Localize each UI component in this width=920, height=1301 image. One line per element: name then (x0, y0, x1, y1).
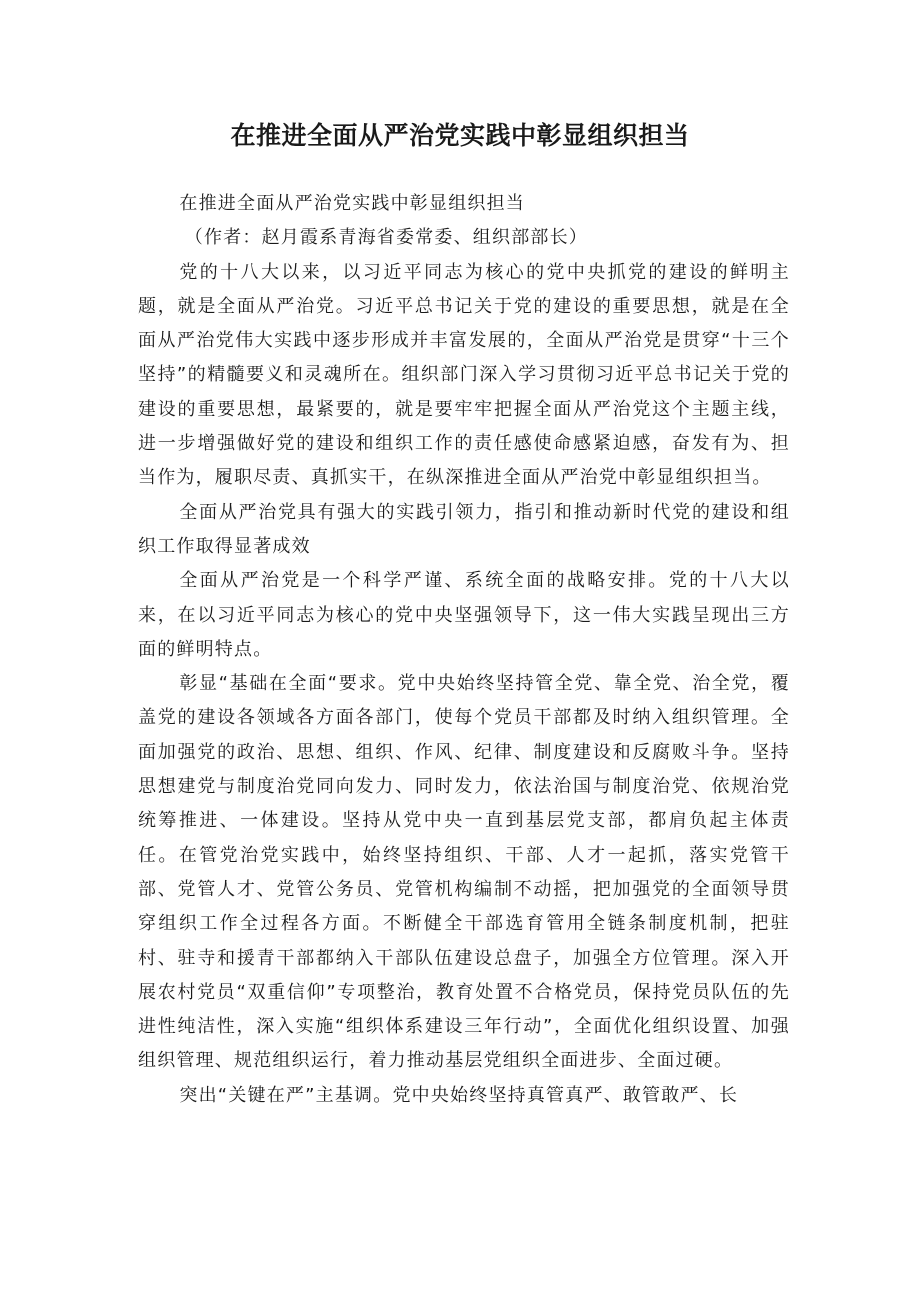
article-subtitle: 在推进全面从严治党实践中彰显组织担当 (179, 193, 525, 214)
author-line: （作者：赵月霞系青海省委常委、组织部部长） (184, 227, 588, 249)
paragraph: 突出“关键在严”主基调。党中央始终坚持真管真严、敢管敢严、长 (179, 1084, 739, 1106)
paragraph: 党的十八大以来，以习近平同志为核心的党中央抓党的建设的鲜明主题，就是全面从严治党。习近平总书记关于党的建设的重要思想，就是在全面从严治党伟大实践中逐步形成并丰富发展的，全面从严治党是贯穿“十三个坚持”的精髓要义和灵魂所在。组织部门深入学习贯彻习近平总书记关于党的建设的重要思想，最紧要的，就是要牢牢把握全面从严治党这个主题主线，进一步增强做好党的建设和组织工作的责任感使命感紧迫感，奋发有为、担当作为，履职尽责、真抓实干，在纵深推进全面从严治党中彰显组织担当。 (138, 261, 790, 489)
section-heading: 全面从严治党具有强大的实践引领力，指引和推动新时代党的建设和组织工作取得显著成效 (138, 501, 790, 557)
paragraph: 彰显“基础在全面“要求。党中央始终坚持管全党、靠全党、治全党，覆盖党的建设各领域各方面各部门，使每个党员干部都及时纳入组织管理。全面加强党的政治、思想、组织、作风、纪律、制度建设和反腐败斗争。坚持思想建党与制度治党同向发力、同时发力，依法治国与制度治党、依规治党统筹推进、一体建设。坚持从党中央一直到基层党支部，都肩负起主体责任。在管党治党实践中，始终坚持组织、干部、人才一起抓，落实党管干部、党管人才、党管公务员、党管机构编制不动摇，把加强党的全面领导贯穿组织工作全过程各方面。不断健全干部选育管用全链条制度机制，把驻村、驻寺和援青干部都纳入干部队伍建设总盘子，加强全方位管理。深入开展农村党员“双重信仰”专项整治，教育处置不合格党员，保持党员队伍的先进性纯洁性，深入实施“组织体系建设三年行动”，全面优化组织设置、加强组织管理、规范组织运行，着力推动基层党组织全面进步、全面过硬。 (138, 673, 790, 1072)
document-title: 在推进全面从严治党实践中彰显组织担当 (230, 121, 690, 150)
paragraph: 全面从严治党是一个科学严谨、系统全面的战略安排。党的十八大以来，在以习近平同志为核心的党中央坚强领导下，这一伟大实践呈现出三方面的鲜明特点。 (138, 570, 790, 660)
document-body (138, 187, 790, 1113)
